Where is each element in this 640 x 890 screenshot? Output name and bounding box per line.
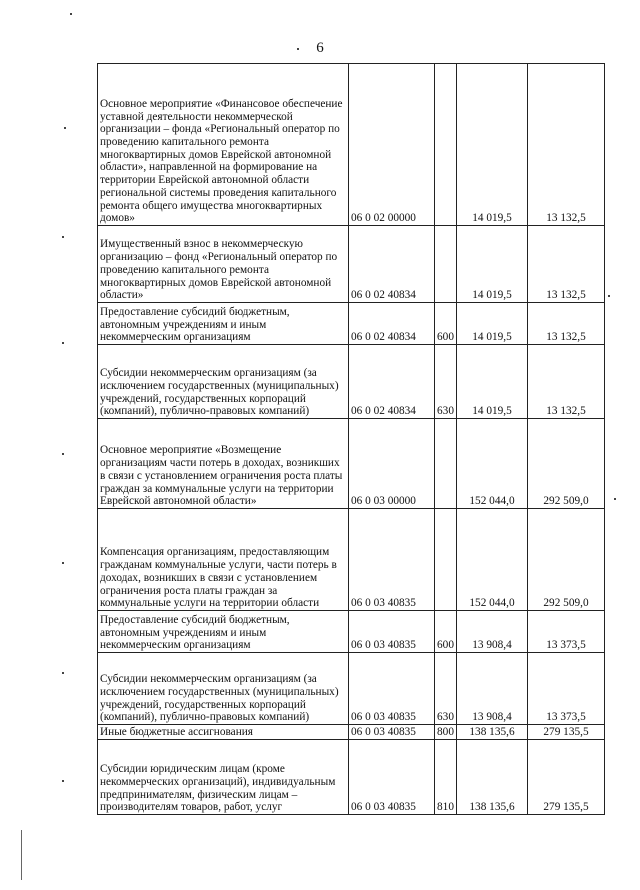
row-value-2: 13 132,5 — [528, 303, 605, 345]
row-code: 06 0 02 00000 — [349, 64, 435, 226]
row-value-1: 13 908,4 — [457, 611, 528, 653]
row-value-1: 152 044,0 — [457, 509, 528, 611]
row-expense-type — [435, 509, 457, 611]
row-expense-type — [435, 419, 457, 509]
scan-speck — [62, 342, 64, 344]
scan-speck — [62, 453, 64, 455]
row-value-1: 152 044,0 — [457, 419, 528, 509]
table-row — [98, 611, 605, 653]
row-code: 06 0 03 40835 — [349, 740, 435, 815]
row-name: Субсидии некоммерческим организациям (за исключением государственных (муниципальных) учреждений, государственных корпораций (компаний), публично-правовых компаний) — [98, 345, 349, 419]
row-expense-type: 600 — [435, 303, 457, 345]
row-code: 06 0 03 40835 — [349, 725, 435, 740]
row-expense-type: 800 — [435, 725, 457, 740]
table-row — [98, 725, 605, 740]
row-code: 06 0 03 40835 — [349, 509, 435, 611]
row-expense-type — [435, 64, 457, 226]
row-value-1: 14 019,5 — [457, 226, 528, 303]
row-value-1: 138 135,6 — [457, 725, 528, 740]
scan-edge-line — [21, 830, 22, 880]
scan-speck — [70, 13, 72, 15]
row-code: 06 0 02 40834 — [349, 303, 435, 345]
row-name: Субсидии некоммерческим организациям (за исключением государственных (муниципальных) учреждений, государственных корпораций (компаний), публично-правовых компаний) — [98, 653, 349, 725]
row-value-2: 279 135,5 — [528, 725, 605, 740]
row-value-2: 13 132,5 — [528, 226, 605, 303]
scan-speck — [62, 236, 64, 238]
table-row — [98, 64, 605, 226]
row-expense-type: 630 — [435, 653, 457, 725]
row-value-2: 13 132,5 — [528, 345, 605, 419]
table-row — [98, 653, 605, 725]
table-row — [98, 419, 605, 509]
scan-speck — [62, 780, 64, 782]
table-row — [98, 345, 605, 419]
row-value-1: 14 019,5 — [457, 345, 528, 419]
row-name: Предоставление субсидий бюджетным, автономным учреждениям и иным некоммерческим организациям — [98, 611, 349, 653]
row-value-2: 13 373,5 — [528, 653, 605, 725]
scan-speck — [62, 562, 64, 564]
row-expense-type: 810 — [435, 740, 457, 815]
row-expense-type — [435, 226, 457, 303]
row-code: 06 0 03 40835 — [349, 611, 435, 653]
row-value-1: 14 019,5 — [457, 303, 528, 345]
table-row — [98, 740, 605, 815]
row-value-1: 13 908,4 — [457, 653, 528, 725]
row-value-2: 13 373,5 — [528, 611, 605, 653]
row-name: Основное мероприятие «Возмещение организациям части потерь в доходах, возникших в связи с установлением ограничения роста платы граждан за коммунальные услуги на территории Еврейской автономной области» — [98, 419, 349, 509]
row-name: Компенсация организациям, предоставляющим гражданам коммунальные услуги, части потерь в доходах, возникших в связи с установлением ограничения роста платы граждан за коммунальные услуги на территории области — [98, 509, 349, 611]
page-number: 6 — [316, 40, 324, 56]
row-value-2: 13 132,5 — [528, 64, 605, 226]
row-expense-type: 630 — [435, 345, 457, 419]
scan-speck — [297, 48, 299, 50]
row-name: Иные бюджетные ассигнования — [98, 725, 349, 740]
scan-speck — [608, 295, 610, 297]
row-code: 06 0 03 00000 — [349, 419, 435, 509]
row-code: 06 0 03 40835 — [349, 653, 435, 725]
row-value-1: 14 019,5 — [457, 64, 528, 226]
budget-table — [97, 63, 605, 815]
table-row — [98, 303, 605, 345]
row-name: Субсидии юридическим лицам (кроме некоммерческих организаций), индивидуальным предпринимателям, физическим лицам – производителям товаров, работ, услуг — [98, 740, 349, 815]
row-code: 06 0 02 40834 — [349, 345, 435, 419]
table-row — [98, 226, 605, 303]
row-value-1: 138 135,6 — [457, 740, 528, 815]
scan-speck — [64, 127, 66, 129]
row-value-2: 292 509,0 — [528, 509, 605, 611]
row-value-2: 279 135,5 — [528, 740, 605, 815]
scan-speck — [62, 672, 64, 674]
table-row — [98, 509, 605, 611]
row-name: Основное мероприятие «Финансовое обеспечение уставной деятельности некоммерческой организации – фонда «Региональный оператор по проведению капитального ремонта многоквартирных домов Еврейской автономной области», направленной на формирование на территории Еврейской автономной области региональной системы проведения капитального ремонта общего имущества многоквартирных домов» — [98, 64, 349, 226]
row-expense-type: 600 — [435, 611, 457, 653]
row-name: Имущественный взнос в некоммерческую организацию – фонд «Региональный оператор по проведению капитального ремонта многоквартирных домов Еврейской автономной области» — [98, 226, 349, 303]
row-name: Предоставление субсидий бюджетным, автономным учреждениям и иным некоммерческим организациям — [98, 303, 349, 345]
scan-speck — [614, 498, 616, 500]
row-value-2: 292 509,0 — [528, 419, 605, 509]
row-code: 06 0 02 40834 — [349, 226, 435, 303]
